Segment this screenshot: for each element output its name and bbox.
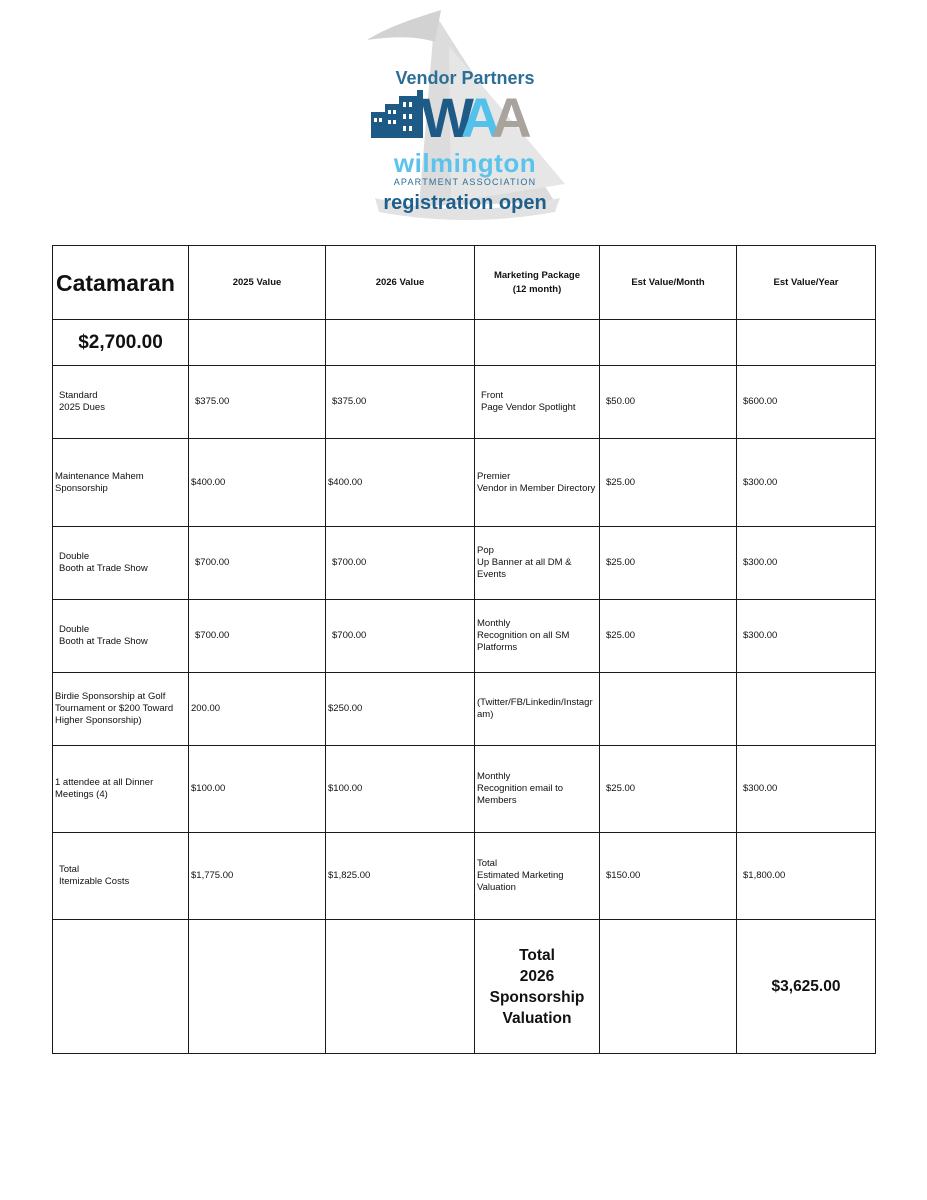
header-row xyxy=(53,246,876,320)
marketing-cell: Pop Up Banner at all DM & Events xyxy=(475,527,600,600)
est-year-cell: $600.00 xyxy=(737,366,876,439)
header-2026-value: 2026 Value xyxy=(326,246,475,320)
vendor-partners-logo xyxy=(355,6,575,226)
total-valuation-value: $3,625.00 xyxy=(737,920,876,1054)
value-2026-cell: $1,825.00 xyxy=(326,833,475,920)
est-year-cell: $300.00 xyxy=(737,600,876,673)
value-2026-cell: $250.00 xyxy=(326,673,475,746)
marketing-cell: Monthly Recognition on all SM Platforms xyxy=(475,600,600,673)
logo-tagline: registration open xyxy=(383,192,547,214)
est-year-cell xyxy=(737,673,876,746)
item-cell: Total Itemizable Costs xyxy=(53,833,189,920)
item-cell: Standard 2025 Dues xyxy=(53,366,189,439)
est-year-cell: $1,800.00 xyxy=(737,833,876,920)
value-2025-cell: $700.00 xyxy=(189,527,326,600)
value-2026-cell: $700.00 xyxy=(326,527,475,600)
value-2025-cell: $700.00 xyxy=(189,600,326,673)
table-row xyxy=(53,439,876,527)
table-row xyxy=(53,600,876,673)
est-month-cell xyxy=(600,673,737,746)
est-month-cell: $25.00 xyxy=(600,600,737,673)
price-row xyxy=(53,320,876,366)
item-cell: Maintenance Mahem Sponsorship xyxy=(53,439,189,527)
total-valuation-label: Total 2026 Sponsorship Valuation xyxy=(475,920,600,1054)
marketing-cell: Monthly Recognition email to Members xyxy=(475,746,600,833)
est-month-cell: $150.00 xyxy=(600,833,737,920)
header-est-year: Est Value/Year xyxy=(737,246,876,320)
item-cell: Double Booth at Trade Show xyxy=(53,600,189,673)
table-row xyxy=(53,527,876,600)
package-price: $2,700.00 xyxy=(53,320,189,366)
marketing-cell: Premier Vendor in Member Directory xyxy=(475,439,600,527)
value-2026-cell: $700.00 xyxy=(326,600,475,673)
value-2026-cell: $400.00 xyxy=(326,439,475,527)
item-cell: Birdie Sponsorship at Golf Tournament or $200 Toward Higher Sponsorship) xyxy=(53,673,189,746)
header-est-month: Est Value/Month xyxy=(600,246,737,320)
est-year-cell: $300.00 xyxy=(737,746,876,833)
buildings-icon xyxy=(371,90,423,138)
logo-monogram: WAA xyxy=(421,86,522,149)
est-month-cell: $50.00 xyxy=(600,366,737,439)
header-marketing-package: Marketing Package (12 month) xyxy=(475,246,600,320)
est-year-cell: $300.00 xyxy=(737,527,876,600)
value-2026-cell: $375.00 xyxy=(326,366,475,439)
table-row xyxy=(53,673,876,746)
logo-top-text: Vendor Partners xyxy=(395,68,535,88)
marketing-cell: (Twitter/FB/Linkedin/Instagram) xyxy=(475,673,600,746)
totals-row xyxy=(53,833,876,920)
value-2025-cell: $100.00 xyxy=(189,746,326,833)
est-month-cell: $25.00 xyxy=(600,439,737,527)
value-2026-cell: $100.00 xyxy=(326,746,475,833)
logo-association: APARTMENT ASSOCIATION xyxy=(393,177,537,187)
marketing-cell: Front Page Vendor Spotlight xyxy=(475,366,600,439)
value-2025-cell: $1,775.00 xyxy=(189,833,326,920)
summary-row xyxy=(53,920,876,1054)
est-month-cell: $25.00 xyxy=(600,527,737,600)
value-2025-cell: $400.00 xyxy=(189,439,326,527)
table-row xyxy=(53,366,876,439)
package-name: Catamaran xyxy=(53,246,189,320)
item-cell: Double Booth at Trade Show xyxy=(53,527,189,600)
table-row xyxy=(53,746,876,833)
value-2025-cell: 200.00 xyxy=(189,673,326,746)
item-cell: 1 attendee at all Dinner Meetings (4) xyxy=(53,746,189,833)
est-year-cell: $300.00 xyxy=(737,439,876,527)
marketing-cell: Total Estimated Marketing Valuation xyxy=(475,833,600,920)
value-2025-cell: $375.00 xyxy=(189,366,326,439)
sponsorship-package-table xyxy=(52,245,876,1054)
logo-city: wilmington xyxy=(393,148,537,178)
est-month-cell: $25.00 xyxy=(600,746,737,833)
header-2025-value: 2025 Value xyxy=(189,246,326,320)
